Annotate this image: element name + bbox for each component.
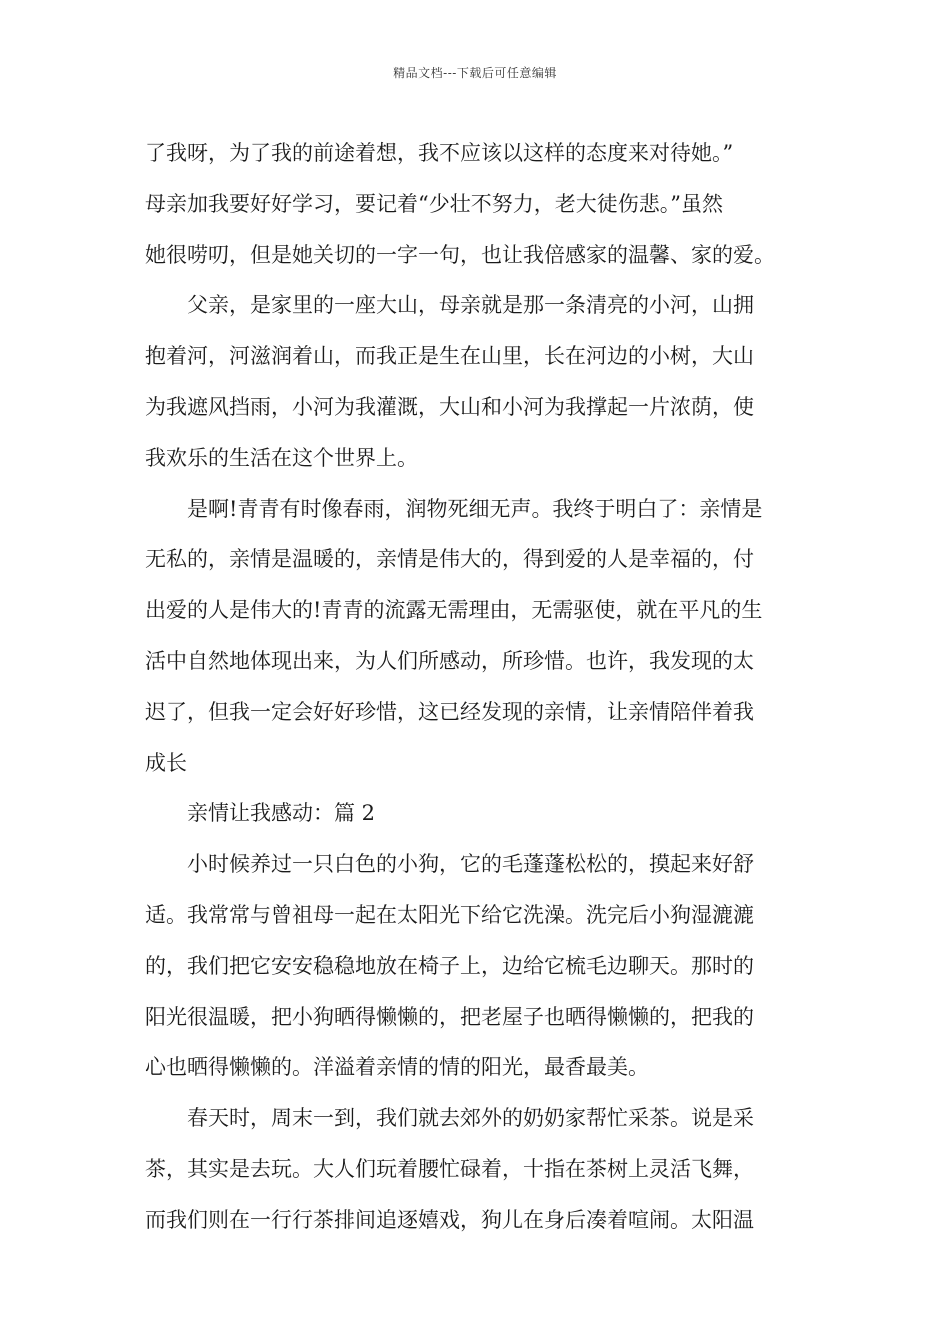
text-line: 活中自然地体现出来，为人们所感动，所珍惜。也许，我发现的太 [145,648,754,673]
text-line: 母亲加我要好好学习，要记着“少壮不努力，老大徒伤悲。”虽然 [145,191,723,216]
text-line: 是啊!青青有时像春雨，润物死细无声。我终于明白了：亲情是 [187,496,763,521]
body-text [145,128,810,1246]
text-line: 小时候养过一只白色的小狗，它的毛蓬蓬松松的，摸起来好舒 [187,852,754,877]
text-line: 无私的，亲情是温暖的，亲情是伟大的，得到爱的人是幸福的，付 [145,547,754,572]
text-line: 茶，其实是去玩。大人们玩着腰忙碌着，十指在茶树上灵活飞舞， [145,1156,754,1181]
text-line: 父亲，是家里的一座大山，母亲就是那一条清亮的小河，山拥 [187,293,754,318]
text-line: 为我遮风挡雨，小河为我灌溉，大山和小河为我撑起一片浓荫，使 [145,394,754,419]
text-line: 阳光很温暖，把小狗晒得懒懒的，把老屋子也晒得懒懒的，把我的 [145,1004,754,1029]
text-line: 抱着河，河滋润着山，而我正是生在山里，长在河边的小树，大山 [145,344,754,369]
text-line: 迟了，但我一定会好好珍惜，这已经发现的亲情，让亲情陪伴着我 [145,699,754,724]
text-line: 春天时，周末一到，我们就去郊外的奶奶家帮忙采茶。说是采 [187,1106,754,1131]
text-line: 适。我常常与曾祖母一起在太阳光下给它洗澡。洗完后小狗湿漉漉 [145,902,754,927]
text-line: 了我呀，为了我的前途着想，我不应该以这样的态度来对待她。” [145,141,734,165]
text-line: 而我们则在一行行茶排间追逐嬉戏，狗儿在身后凑着喧闹。太阳温 [145,1207,754,1232]
text-line: 亲情让我感动：篇 2 [187,801,376,826]
text-line: 出爱的人是伟大的!青青的流露无需理由，无需驱使，就在平凡的生 [145,598,763,623]
page-header: 精品文档---下载后可任意编辑 [393,66,557,80]
text-line: 心也晒得懒懒的。洋溢着亲情的情的阳光，最香最美。 [145,1055,649,1080]
text-line: 她很唠叨，但是她关切的一字一句，也让我倍感家的温馨、家的爱。 [145,242,775,267]
text-line: 我欢乐的生活在这个世界上。 [145,445,418,470]
text-line: 的，我们把它安安稳稳地放在椅子上，边给它梳毛边聊天。那时的 [145,953,754,978]
text-line: 成长 [145,750,187,775]
